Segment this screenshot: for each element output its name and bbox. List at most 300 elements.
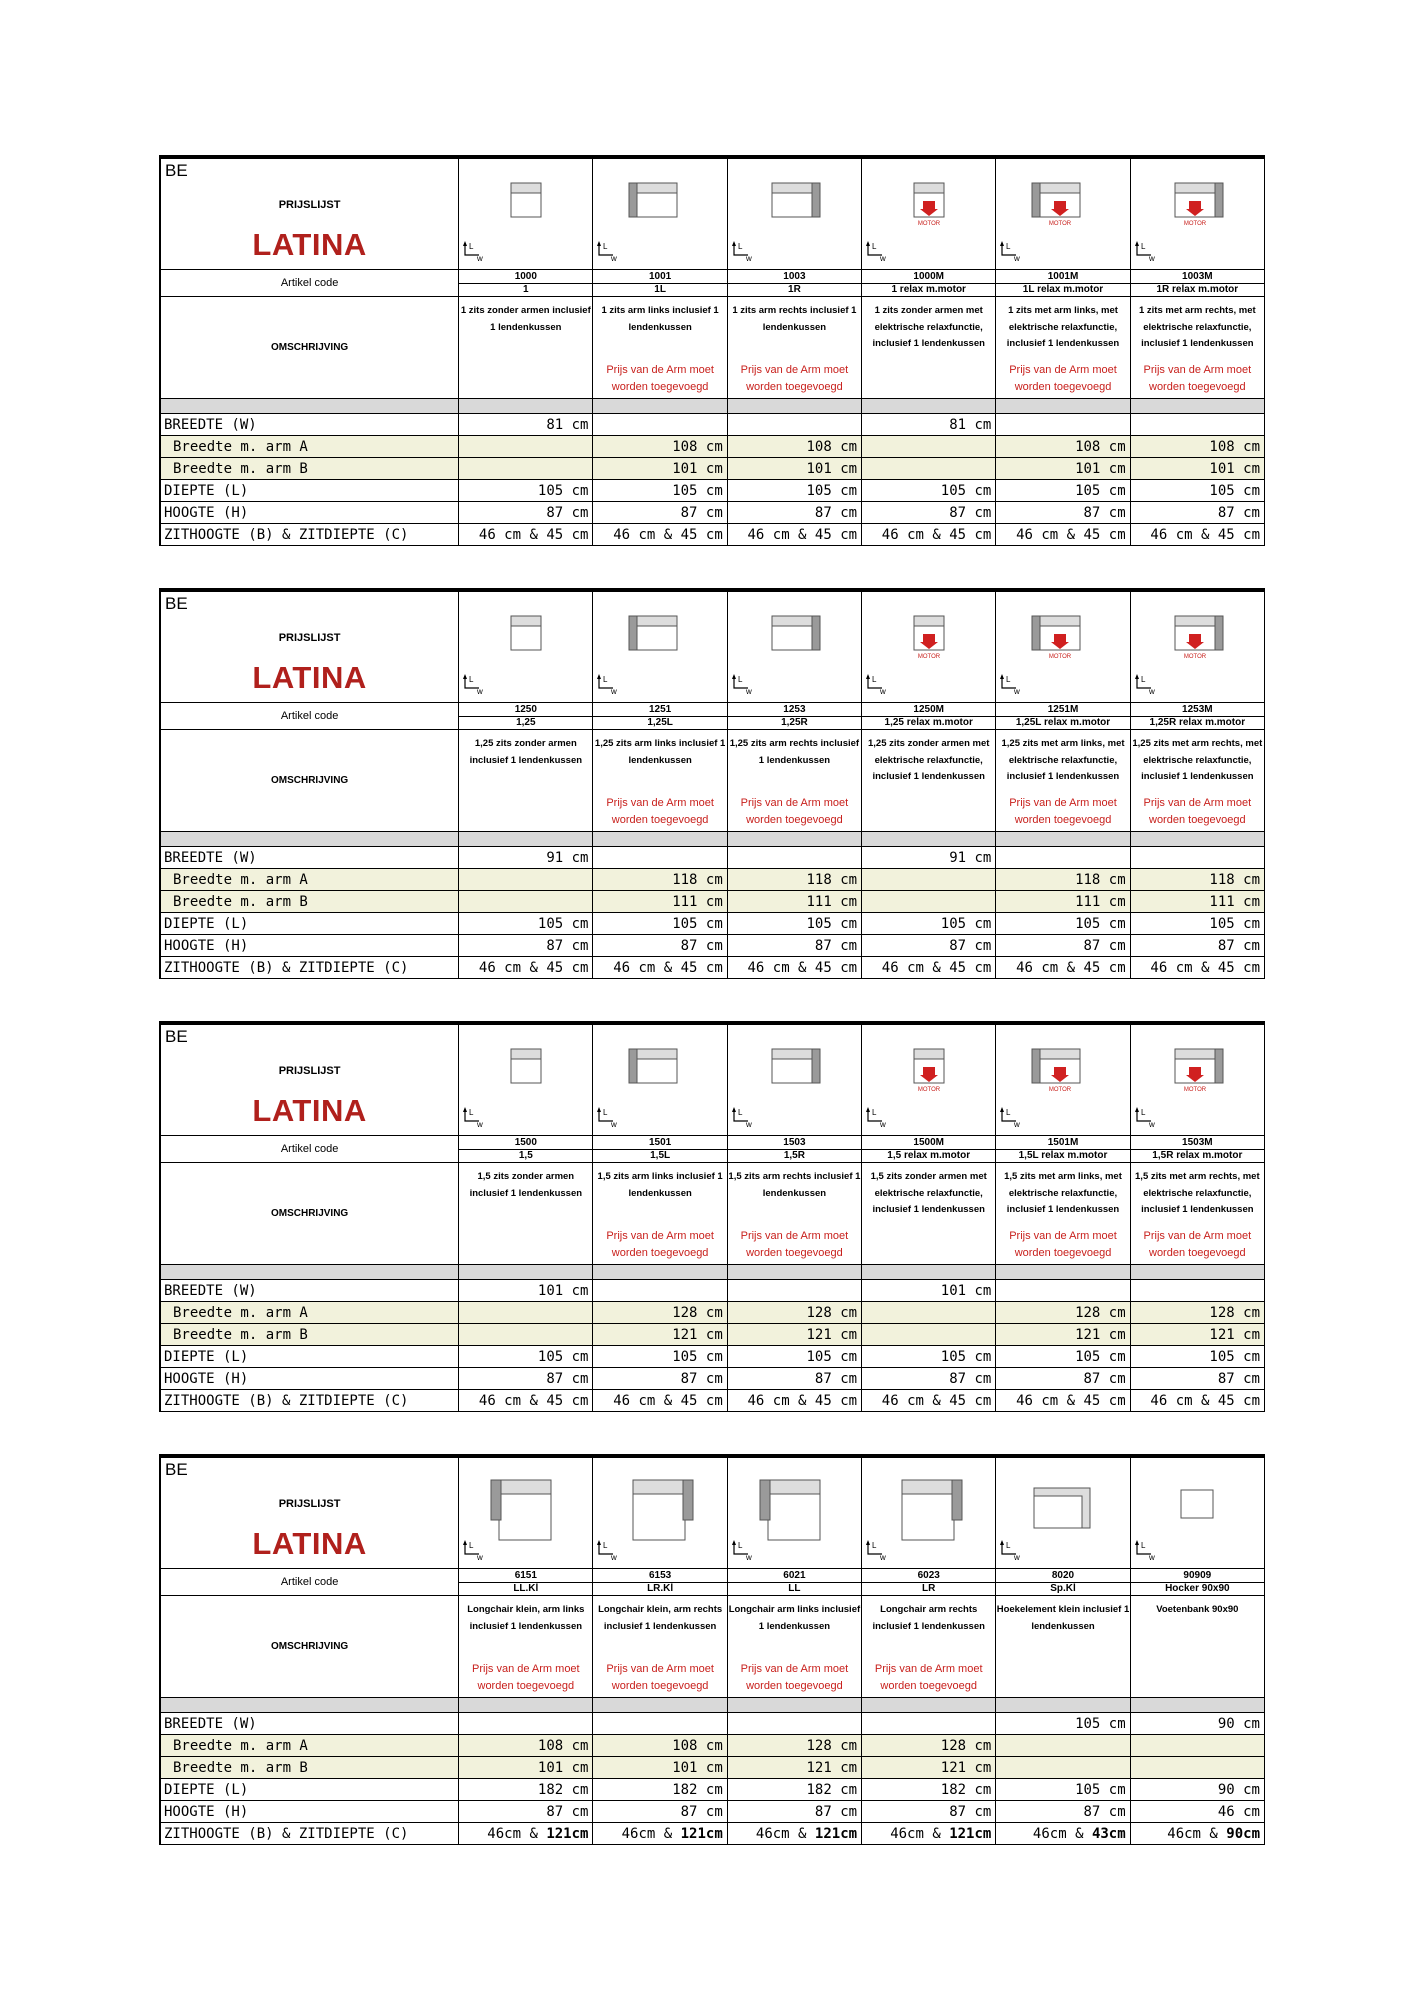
seat-arm-left-motor-icon [996, 159, 1129, 269]
svg-text:MOTOR: MOTOR [1183, 1087, 1206, 1093]
dimension-value: 118 cm [1130, 869, 1264, 891]
dimension-value: 105 cm [727, 913, 861, 935]
description-text: 1,5 zits arm rechts inclusief 1 lendenkussen [728, 1171, 861, 1199]
dimension-value: 105 cm [727, 1346, 861, 1368]
description-text: 1 zits met arm rechts, met elektrische relaxfunctie, inclusief 1 lendenkussen [1138, 305, 1256, 349]
seat-arm-left-icon [593, 592, 726, 702]
seat-arm-right-icon [728, 592, 861, 702]
dimension-value: 87 cm [996, 1368, 1130, 1390]
svg-text:MOTOR: MOTOR [1183, 654, 1206, 660]
dimension-label: DIEPTE (L) [160, 480, 459, 502]
code-name: 1,5L [593, 1149, 726, 1162]
code-name: 1R relax m.motor [1131, 283, 1264, 296]
dimension-value: 46 cm & 45 cm [727, 1390, 861, 1412]
arm-price-note: Prijs van de Arm moet worden toegevoegd [472, 1663, 580, 1692]
article-code [862, 1569, 996, 1596]
dimension-value: 101 cm [593, 1757, 727, 1779]
description-text: 1 zits zonder armen met elektrische relaxfunctie, inclusief 1 lendenkussen [872, 305, 985, 349]
code-name: LR.Kl [593, 1582, 726, 1595]
arm-price-note: Prijs van de Arm moet worden toegevoegd [874, 1663, 983, 1692]
dimension-value: 105 cm [593, 1346, 727, 1368]
svg-text:w: w [745, 1120, 752, 1129]
description-text: 1,25 zits zonder armen inclusief 1 lendenkussen [469, 738, 583, 766]
arm-price-note: Prijs van de Arm moet worden toegevoegd [1009, 364, 1117, 393]
dimension-value: 87 cm [996, 935, 1130, 957]
arm-price-note: Prijs van de Arm moet worden toegevoegd [606, 364, 714, 393]
code-name: 1,25 [459, 716, 592, 729]
code-name: LR [862, 1582, 995, 1595]
code-name: 1,5 relax m.motor [862, 1149, 995, 1162]
description-text: Voetenbank 90x90 [1156, 1604, 1239, 1615]
description-text: Longchair arm rechts inclusief 1 lendenkussen [872, 1604, 985, 1632]
dimension-value [459, 869, 593, 891]
code-name: LL [728, 1582, 861, 1595]
dimension-value [862, 891, 996, 913]
dimension-value: 101 cm [593, 458, 727, 480]
svg-text:L: L [737, 1541, 743, 1550]
description-cell [593, 730, 727, 832]
code-number: 1250M [913, 703, 944, 715]
dimension-value: 105 cm [1130, 1346, 1264, 1368]
svg-text:w: w [1014, 1120, 1021, 1129]
article-code [727, 703, 861, 730]
dimension-value [459, 458, 593, 480]
dimension-label: Breedte m. arm A [160, 869, 459, 891]
dimension-value: 46 cm & 45 cm [862, 1390, 996, 1412]
dimension-value: 46 cm & 45 cm [1130, 957, 1264, 979]
seat-depth: 121cm [949, 1825, 992, 1842]
dimension-value: 105 cm [862, 1346, 996, 1368]
code-number: 1003 [783, 270, 806, 282]
arm-price-note: Prijs van de Arm moet worden toegevoegd [740, 1230, 849, 1259]
svg-text:L: L [1006, 1108, 1011, 1117]
description-cell [996, 730, 1130, 832]
article-code [1130, 270, 1264, 297]
dimension-value: 87 cm [459, 502, 593, 524]
svg-text:L: L [603, 1108, 608, 1117]
arm-price-note: Prijs van de Arm moet worden toegevoegd [606, 797, 714, 826]
svg-text:L: L [603, 242, 608, 251]
article-code [862, 703, 996, 730]
code-name: Sp.Kl [996, 1582, 1129, 1595]
code-number: 1000M [913, 270, 944, 282]
seat-arm-left-motor-icon [996, 1025, 1129, 1135]
dimension-value: 118 cm [593, 869, 727, 891]
dimension-label: BREEDTE (W) [160, 1280, 459, 1302]
dimension-value: 118 cm [727, 869, 861, 891]
svg-text:w: w [477, 1120, 483, 1129]
svg-text:w: w [745, 1553, 752, 1562]
dimension-value: 182 cm [862, 1779, 996, 1801]
seat-arm-left-icon [593, 159, 726, 269]
dimension-value [1130, 1735, 1264, 1757]
article-code [727, 270, 861, 297]
pricelist-title: PRIJSLIJST [278, 1065, 341, 1077]
svg-text:w: w [880, 1120, 886, 1129]
dimension-value: 182 cm [459, 1779, 593, 1801]
svg-text:L: L [603, 1541, 608, 1550]
dimension-value [862, 1713, 996, 1735]
description-text: 1,25 zits met arm links, met elektrische relaxfunctie, inclusief 1 lendenkussen [1001, 738, 1125, 782]
seat-arm-right-motor-icon [1131, 1025, 1264, 1135]
description-cell [593, 1596, 727, 1698]
dimension-value: 105 cm [1130, 913, 1264, 935]
dimension-value: 87 cm [996, 1801, 1130, 1823]
arm-price-note: Prijs van de Arm moet worden toegevoegd [1143, 364, 1252, 393]
dimension-value: 87 cm [862, 502, 996, 524]
dimension-value: 105 cm [593, 913, 727, 935]
article-code-label: Artikel code [160, 1136, 459, 1163]
description-label: OMSCHRIJVING [160, 1163, 459, 1265]
svg-text:L: L [872, 1108, 877, 1117]
svg-text:w: w [1148, 1553, 1155, 1562]
description-text: 1 zits arm rechts inclusief 1 lendenkussen [732, 305, 857, 333]
svg-text:w: w [1014, 1553, 1021, 1562]
price-table [159, 591, 1265, 979]
article-code-label: Artikel code [160, 270, 459, 297]
description-text: 1,25 zits arm rechts inclusief 1 lendenkussen [729, 738, 860, 766]
description-cell [862, 297, 996, 399]
country-code: BE [165, 161, 188, 180]
description-text: 1,5 zits zonder armen inclusief 1 lendenkussen [469, 1171, 583, 1199]
dimension-value: 128 cm [1130, 1302, 1264, 1324]
svg-text:w: w [1148, 1120, 1155, 1129]
dimension-value [593, 1823, 727, 1845]
block-header [161, 1458, 458, 1568]
dimension-value: 46 cm & 45 cm [459, 1390, 593, 1412]
dimension-value: 87 cm [727, 1801, 861, 1823]
arm-price-note: Prijs van de Arm moet worden toegevoegd [1009, 797, 1117, 826]
dimension-value: 46 cm & 45 cm [862, 957, 996, 979]
dimension-value: 87 cm [862, 935, 996, 957]
seat-depth: 121cm [814, 1825, 858, 1842]
svg-text:L: L [1006, 1541, 1011, 1550]
code-number: 1000 [514, 270, 537, 282]
dimension-value: 108 cm [593, 436, 727, 458]
code-number: 1253 [783, 703, 806, 715]
code-name: 1,25L [593, 716, 726, 729]
dimension-value: 81 cm [459, 414, 593, 436]
dimension-value: 91 cm [459, 847, 593, 869]
dimension-value [459, 1324, 593, 1346]
description-cell [1130, 730, 1264, 832]
dimension-value: 46 cm & 45 cm [1130, 524, 1264, 546]
dimension-value [996, 1757, 1130, 1779]
dimension-value: 87 cm [996, 502, 1130, 524]
code-number: 8020 [1051, 1569, 1075, 1581]
article-code [727, 1136, 861, 1163]
code-name: 1,25L relax m.motor [996, 716, 1129, 729]
dimension-value: 105 cm [727, 480, 861, 502]
svg-text:L: L [872, 242, 877, 251]
dimension-label: Breedte m. arm A [160, 1735, 459, 1757]
dimension-value [727, 847, 861, 869]
svg-text:MOTOR: MOTOR [1049, 1087, 1072, 1093]
description-text: Longchair arm links inclusief 1 lendenkussen [728, 1604, 861, 1632]
dimension-value: 87 cm [862, 1368, 996, 1390]
dimension-value [996, 1280, 1130, 1302]
longchair-right-icon [593, 1458, 726, 1568]
description-cell [1130, 1163, 1264, 1265]
description-text: 1,5 zits arm links inclusief 1 lendenkussen [597, 1171, 723, 1199]
description-cell [459, 1596, 593, 1698]
code-name: LL.Kl [459, 1582, 592, 1595]
description-text: Hoekelement klein inclusief 1 lendenkussen [996, 1604, 1130, 1632]
dimension-value: 101 cm [996, 458, 1130, 480]
article-code [996, 1136, 1130, 1163]
dimension-value: 91 cm [862, 847, 996, 869]
dimension-value [459, 1302, 593, 1324]
corner-element-icon [996, 1458, 1129, 1568]
pricelist-title: PRIJSLIJST [278, 199, 341, 211]
description-cell [862, 730, 996, 832]
code-number: 6151 [514, 1569, 537, 1581]
code-number: 1503 [783, 1136, 806, 1148]
svg-text:MOTOR: MOTOR [1049, 654, 1072, 660]
article-code [727, 1569, 861, 1596]
svg-text:MOTOR: MOTOR [1183, 221, 1206, 227]
dimension-value: 108 cm [593, 1735, 727, 1757]
description-text: Longchair klein, arm links inclusief 1 lendenkussen [467, 1604, 585, 1632]
code-name: 1,25 relax m.motor [862, 716, 995, 729]
code-number: 1251M [1047, 703, 1079, 715]
description-text: 1,5 zits zonder armen met elektrische relaxfunctie, inclusief 1 lendenkussen [870, 1171, 987, 1215]
svg-text:w: w [880, 687, 886, 696]
dimension-value [727, 1823, 861, 1845]
dimension-value: 105 cm [459, 480, 593, 502]
dimension-value: 46 cm & 45 cm [727, 957, 861, 979]
dimension-value: 87 cm [459, 935, 593, 957]
dimension-label: ZITHOOGTE (B) & ZITDIEPTE (C) [160, 957, 459, 979]
dimension-value [996, 414, 1130, 436]
dimension-label: ZITHOOGTE (B) & ZITDIEPTE (C) [160, 1823, 459, 1845]
description-text: 1 zits zonder armen inclusief 1 lendenkussen [460, 305, 591, 333]
dimension-label: Breedte m. arm B [160, 1757, 459, 1779]
description-cell [727, 1596, 861, 1698]
article-code [996, 1569, 1130, 1596]
svg-text:w: w [1148, 687, 1155, 696]
seat-motor-icon [862, 159, 995, 269]
footstool-icon [1131, 1458, 1264, 1568]
article-code [862, 270, 996, 297]
dimension-value: 87 cm [1130, 935, 1264, 957]
description-label: OMSCHRIJVING [160, 730, 459, 832]
brand-title: LATINA [252, 1093, 367, 1128]
code-number: 1250 [514, 703, 537, 715]
dimension-value: 87 cm [459, 1801, 593, 1823]
dimension-value: 128 cm [727, 1735, 861, 1757]
dimension-label: HOOGTE (H) [160, 502, 459, 524]
code-number: 1251 [648, 703, 672, 715]
code-name: 1 [459, 283, 592, 296]
dimension-value [996, 1823, 1130, 1845]
code-name: 1,5L relax m.motor [996, 1149, 1129, 1162]
dimension-value [593, 414, 727, 436]
dimension-value [727, 414, 861, 436]
dimension-value: 118 cm [996, 869, 1130, 891]
seat-icon [459, 159, 592, 269]
price-block [159, 155, 1265, 587]
dimension-value: 182 cm [727, 1779, 861, 1801]
dimension-value: 87 cm [1130, 1368, 1264, 1390]
code-number: 1003M [1182, 270, 1213, 282]
description-cell [459, 1163, 593, 1265]
code-name: 1,25R relax m.motor [1131, 716, 1264, 729]
svg-text:MOTOR: MOTOR [917, 221, 941, 227]
price-block [159, 1021, 1265, 1453]
dimension-label: BREEDTE (W) [160, 847, 459, 869]
dimension-value: 87 cm [593, 1368, 727, 1390]
dimension-value: 46 cm & 45 cm [1130, 1390, 1264, 1412]
country-code: BE [165, 1027, 188, 1046]
svg-text:w: w [611, 687, 618, 696]
seat-height: 46cm & [1032, 1825, 1092, 1842]
dimension-value: 111 cm [996, 891, 1130, 913]
dimension-value [862, 436, 996, 458]
block-header [161, 159, 458, 269]
dimension-label: HOOGTE (H) [160, 935, 459, 957]
dimension-value: 105 cm [1130, 480, 1264, 502]
dimension-value: 105 cm [996, 1779, 1130, 1801]
dimension-value: 87 cm [862, 1801, 996, 1823]
description-cell [996, 1163, 1130, 1265]
svg-text:w: w [1014, 687, 1021, 696]
svg-text:w: w [611, 1553, 618, 1562]
arm-price-note: Prijs van de Arm moet worden toegevoegd [740, 1663, 849, 1692]
brand-title: LATINA [252, 660, 367, 695]
dimension-label: ZITHOOGTE (B) & ZITDIEPTE (C) [160, 1390, 459, 1412]
seat-motor-icon [862, 1025, 995, 1135]
block-header [161, 592, 458, 702]
article-code [593, 1569, 727, 1596]
dimension-value: 128 cm [862, 1735, 996, 1757]
svg-text:MOTOR: MOTOR [1049, 221, 1072, 227]
seat-height: 46cm & [755, 1825, 815, 1842]
svg-text:w: w [880, 254, 886, 263]
svg-text:L: L [1006, 242, 1011, 251]
arm-price-note: Prijs van de Arm moet worden toegevoegd [606, 1230, 714, 1259]
article-code [996, 703, 1130, 730]
description-text: 1,5 zits met arm links, met elektrische relaxfunctie, inclusief 1 lendenkussen [1004, 1171, 1122, 1215]
description-cell [593, 1163, 727, 1265]
article-code [862, 1136, 996, 1163]
article-code [593, 1136, 727, 1163]
dimension-value: 121 cm [593, 1324, 727, 1346]
dimension-value: 87 cm [727, 502, 861, 524]
description-cell [459, 297, 593, 399]
description-cell [727, 297, 861, 399]
dimension-value: 121 cm [862, 1757, 996, 1779]
svg-text:w: w [611, 1120, 618, 1129]
dimension-value: 87 cm [593, 935, 727, 957]
seat-motor-icon [862, 592, 995, 702]
dimension-value: 128 cm [593, 1302, 727, 1324]
svg-text:MOTOR: MOTOR [917, 654, 941, 660]
longchair-left-icon [459, 1458, 592, 1568]
arm-price-note: Prijs van de Arm moet worden toegevoegd [1009, 1230, 1117, 1259]
dimension-value: 105 cm [996, 1713, 1130, 1735]
code-name: 1,5R relax m.motor [1131, 1149, 1264, 1162]
dimension-value: 46 cm & 45 cm [593, 524, 727, 546]
dimension-value: 46 cm [1130, 1801, 1264, 1823]
code-name: 1L relax m.motor [996, 283, 1129, 296]
svg-text:L: L [737, 1108, 743, 1117]
dimension-value: 101 cm [459, 1280, 593, 1302]
article-code [459, 1569, 593, 1596]
dimension-value: 105 cm [996, 1346, 1130, 1368]
dimension-value: 108 cm [996, 436, 1130, 458]
code-number: 1503M [1182, 1136, 1213, 1148]
code-number: 1001M [1047, 270, 1079, 282]
article-code [593, 270, 727, 297]
dimension-value: 46 cm & 45 cm [862, 524, 996, 546]
price-table [159, 158, 1265, 546]
dimension-value [1130, 1823, 1264, 1845]
description-cell [1130, 1596, 1264, 1698]
dimension-label: HOOGTE (H) [160, 1368, 459, 1390]
svg-text:w: w [745, 254, 752, 263]
price-table [159, 1024, 1265, 1412]
dimension-value [862, 869, 996, 891]
seat-height: 46cm & [487, 1825, 547, 1842]
brand-title: LATINA [252, 227, 367, 262]
article-code [1130, 1569, 1264, 1596]
dimension-value [862, 1823, 996, 1845]
seat-depth: 121cm [680, 1825, 723, 1842]
dimension-value [862, 1324, 996, 1346]
dimension-value: 121 cm [727, 1324, 861, 1346]
svg-text:L: L [603, 675, 608, 684]
dimension-value: 101 cm [862, 1280, 996, 1302]
svg-text:L: L [469, 1108, 474, 1117]
seat-icon [459, 592, 592, 702]
code-name: 1,5R [728, 1149, 861, 1162]
dimension-value: 87 cm [727, 1368, 861, 1390]
code-number: 6153 [648, 1569, 672, 1581]
code-number: 90909 [1183, 1569, 1212, 1581]
article-code-label: Artikel code [160, 703, 459, 730]
article-code [1130, 1136, 1264, 1163]
seat-arm-left-motor-icon [996, 592, 1129, 702]
code-number: 1500M [913, 1136, 944, 1148]
description-cell [996, 1596, 1130, 1698]
dimension-value [459, 1713, 593, 1735]
dimension-value: 101 cm [459, 1757, 593, 1779]
dimension-label: Breedte m. arm A [160, 1302, 459, 1324]
dimension-label: Breedte m. arm A [160, 436, 459, 458]
dimension-value [1130, 414, 1264, 436]
seat-height: 46cm & [621, 1825, 681, 1842]
dimension-label: DIEPTE (L) [160, 1346, 459, 1368]
dimension-value [862, 1302, 996, 1324]
price-list [159, 155, 1265, 1886]
svg-text:L: L [737, 242, 743, 251]
dimension-value: 46 cm & 45 cm [459, 524, 593, 546]
description-label: OMSCHRIJVING [160, 1596, 459, 1698]
svg-text:L: L [872, 675, 877, 684]
seat-arm-right-icon [728, 1025, 861, 1135]
dimension-value: 111 cm [593, 891, 727, 913]
code-name: 1,5 [459, 1149, 592, 1162]
dimension-value [727, 1713, 861, 1735]
svg-text:L: L [1140, 1541, 1146, 1550]
dimension-value [593, 1280, 727, 1302]
description-cell [862, 1163, 996, 1265]
svg-text:L: L [872, 1541, 877, 1550]
dimension-value: 101 cm [1130, 458, 1264, 480]
dimension-value: 90 cm [1130, 1713, 1264, 1735]
dimension-value [459, 436, 593, 458]
